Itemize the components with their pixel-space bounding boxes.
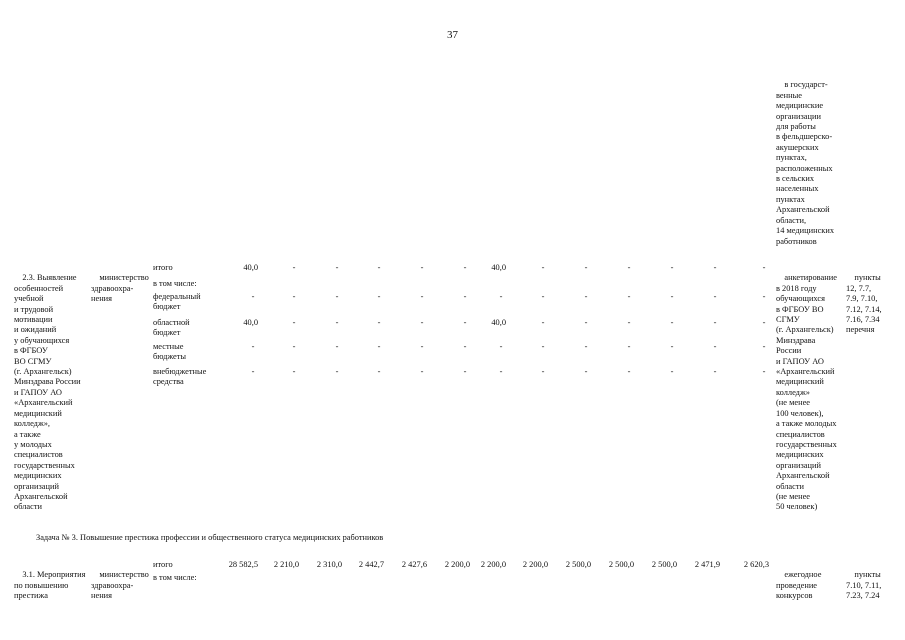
- amount-cell: -: [292, 367, 296, 376]
- amount-cell: -: [251, 367, 255, 376]
- amount-cell: -: [463, 263, 467, 272]
- amount-cell: 40,0: [243, 263, 258, 272]
- amount-cell: 28 582,5: [228, 560, 258, 569]
- row-3-1-points: [846, 560, 881, 612]
- amount-cell: 2 200,0: [444, 560, 470, 569]
- amount-cell: -: [762, 318, 766, 327]
- amount-cell: -: [335, 318, 339, 327]
- amount-cell: 2 471,9: [694, 560, 720, 569]
- amount-cell: -: [670, 292, 674, 301]
- amount-cell: -: [420, 342, 424, 351]
- row-3-1-name: [14, 560, 85, 612]
- row-2-3-name: [14, 263, 81, 523]
- row-2-3-executor-text: министерство здравоохра- нения: [91, 273, 149, 304]
- amount-cell: 2 200,0: [480, 560, 506, 569]
- amount-cell: 40,0: [243, 318, 258, 327]
- amount-cell: -: [463, 367, 467, 376]
- amount-cell: 2 500,0: [565, 560, 591, 569]
- source-label: итого: [153, 263, 173, 272]
- amount-cell: -: [251, 292, 255, 301]
- amount-cell: -: [584, 367, 588, 376]
- amount-cell: -: [420, 367, 424, 376]
- amount-cell: -: [762, 263, 766, 272]
- amount-cell: -: [292, 263, 296, 272]
- row-3-1-name-text: 3.1. Мероприятия по повышению престижа: [14, 570, 86, 601]
- amount-cell: -: [335, 367, 339, 376]
- amount-cell: -: [420, 292, 424, 301]
- amount-cell: -: [713, 342, 717, 351]
- amount-cell: -: [627, 342, 631, 351]
- row-2-3-points: [846, 263, 882, 346]
- page-number: 37: [447, 29, 458, 41]
- amount-cell: -: [292, 318, 296, 327]
- amount-cell: -: [541, 367, 545, 376]
- amount-cell: -: [627, 367, 631, 376]
- source-label: федеральный бюджет: [153, 292, 201, 312]
- source-label: в том числе:: [153, 279, 197, 288]
- amount-cell: 2 620,3: [743, 560, 769, 569]
- amount-cell: -: [292, 292, 296, 301]
- amount-cell: -: [463, 342, 467, 351]
- amount-cell: 2 500,0: [608, 560, 634, 569]
- amount-cell: -: [499, 342, 503, 351]
- row-3-1-points-text: пункты 7.10, 7.11, 7.23, 7.24: [846, 570, 882, 601]
- row-3-1-executor: [91, 560, 149, 612]
- amount-cell: -: [335, 342, 339, 351]
- amount-cell: -: [541, 342, 545, 351]
- amount-cell: -: [463, 318, 467, 327]
- amount-cell: -: [335, 292, 339, 301]
- row-2-3-result: [776, 263, 837, 523]
- amount-cell: 2 310,0: [316, 560, 342, 569]
- amount-cell: -: [584, 342, 588, 351]
- amount-cell: -: [377, 318, 381, 327]
- amount-cell: -: [377, 367, 381, 376]
- amount-cell: 40,0: [491, 318, 506, 327]
- amount-cell: -: [670, 263, 674, 272]
- amount-cell: -: [627, 292, 631, 301]
- amount-cell: -: [584, 292, 588, 301]
- amount-cell: -: [377, 342, 381, 351]
- row-2-3-name-text: 2.3. Выявление особенностей учебной и трудовой мотивации и ожиданий у обучающихся в ФГБОУ ВО СГМУ (г. Архангельск) Минздрава России и ГАПОУ АО «Архангельский медицинский колледж», а также у молодых специалистов государственных медицинских организаций Архангельской области: [14, 273, 81, 512]
- amount-cell: -: [713, 292, 717, 301]
- amount-cell: -: [713, 318, 717, 327]
- amount-cell: 2 427,6: [401, 560, 427, 569]
- amount-cell: -: [499, 367, 503, 376]
- amount-cell: -: [292, 342, 296, 351]
- amount-cell: -: [541, 318, 545, 327]
- task-3-caption: Задача № 3. Повышение престижа профессии и общественного статуса медицинских работников: [36, 533, 384, 542]
- amount-cell: -: [584, 318, 588, 327]
- source-label: местные бюджеты: [153, 342, 187, 362]
- row-2-3-result-text: анкетирование в 2018 году обучающихся в ФГБОУ ВО СГМУ (г. Архангельск) Минздрава России и ГАПОУ АО «Архангельский медицинский колледж» (не менее 100 человек), а также молодых специалистов государственных медицинских организаций Архангельской области (не менее 50 человек): [776, 273, 837, 512]
- amount-cell: -: [499, 292, 503, 301]
- amount-cell: 2 210,0: [273, 560, 299, 569]
- amount-cell: 40,0: [491, 263, 506, 272]
- row-2-3-executor: [91, 263, 149, 315]
- amount-cell: 2 200,0: [522, 560, 548, 569]
- amount-cell: -: [670, 367, 674, 376]
- amount-cell: -: [541, 263, 545, 272]
- row-3-1-executor-text: министерство здравоохра- нения: [91, 570, 149, 601]
- prev-row-result: [776, 70, 834, 257]
- source-label: областной бюджет: [153, 318, 190, 338]
- amount-cell: -: [584, 263, 588, 272]
- amount-cell: 2 442,7: [358, 560, 384, 569]
- amount-cell: -: [713, 367, 717, 376]
- amount-cell: -: [713, 263, 717, 272]
- source-label: в том числе:: [153, 573, 197, 582]
- amount-cell: -: [762, 292, 766, 301]
- amount-cell: -: [251, 342, 255, 351]
- prev-result-text: в государст- венные медицинские организации для работы в фельдшерско- акушерских пунктах, расположенных в сельских населенных пунктах Архангельской области, 14 медицинских работников: [776, 80, 835, 246]
- amount-cell: -: [377, 263, 381, 272]
- amount-cell: -: [335, 263, 339, 272]
- amount-cell: -: [670, 342, 674, 351]
- amount-cell: -: [627, 318, 631, 327]
- amount-cell: -: [463, 292, 467, 301]
- amount-cell: -: [377, 292, 381, 301]
- amount-cell: -: [670, 318, 674, 327]
- row-3-1-result: [776, 560, 821, 612]
- amount-cell: -: [541, 292, 545, 301]
- source-label: внебюджетные средства: [153, 367, 207, 387]
- amount-cell: -: [762, 342, 766, 351]
- row-2-3-points-text: пункты 12, 7.7, 7.9, 7.10, 7.12, 7.14, 7.16, 7.34 перечня: [846, 273, 882, 335]
- amount-cell: -: [420, 263, 424, 272]
- amount-cell: 2 500,0: [651, 560, 677, 569]
- row-3-1-result-text: ежегодное проведение конкурсов: [776, 570, 822, 601]
- source-label: итого: [153, 560, 173, 569]
- amount-cell: -: [762, 367, 766, 376]
- amount-cell: -: [420, 318, 424, 327]
- amount-cell: -: [627, 263, 631, 272]
